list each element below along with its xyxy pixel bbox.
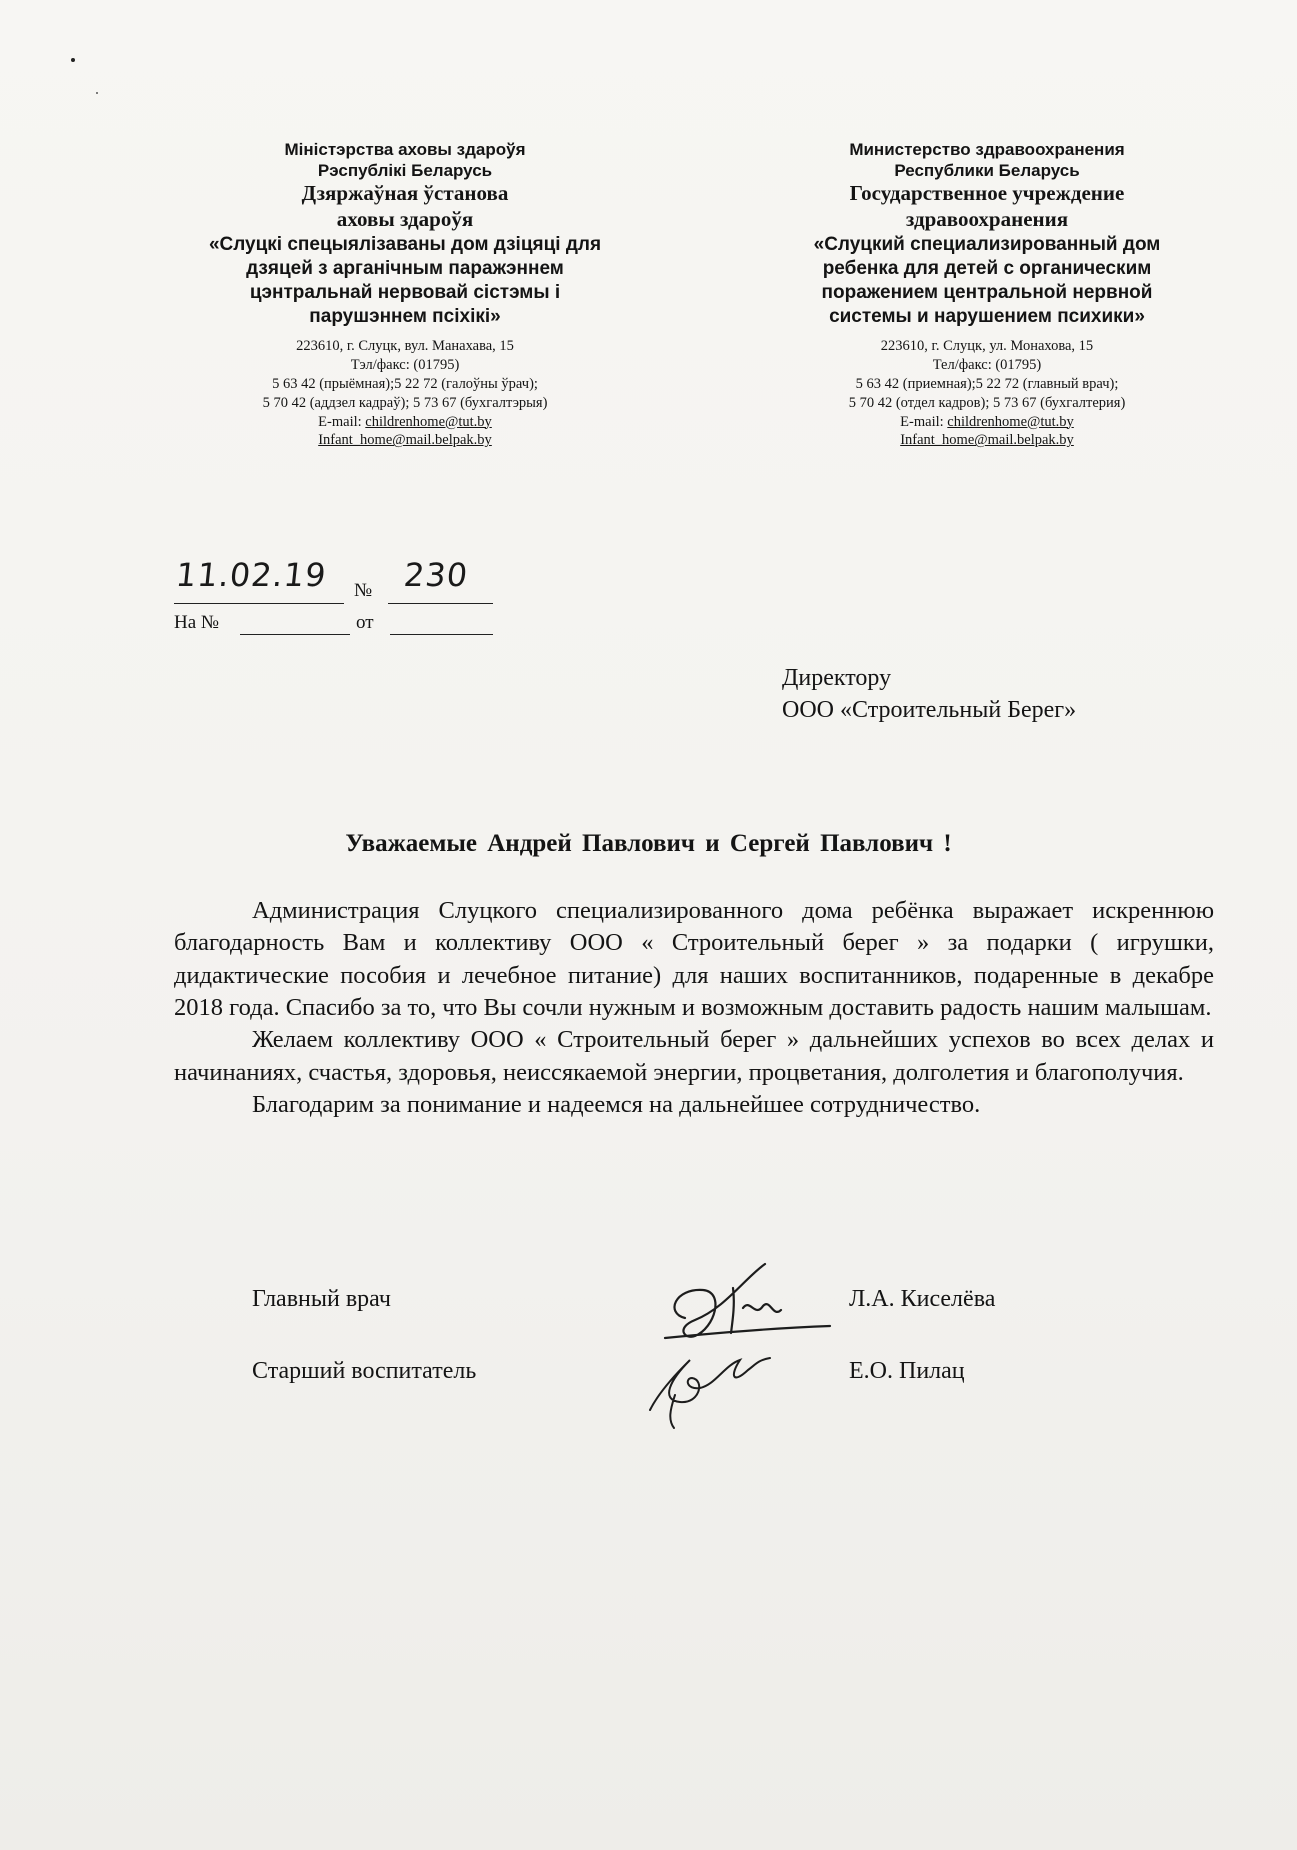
body-paragraph: Желаем коллективу ООО « Строительный берег » дальнейших успехов во всех делах и начинаниях, счастья, здоровья, неиссякаемой энергии, процветания, долголетия и благополучия.	[174, 1026, 1214, 1086]
phone-numbers: 5 70 42 (аддзел кадраў); 5 73 67 (бухгалтэрыя)	[262, 394, 548, 411]
letter-body	[174, 895, 1214, 1121]
email-link[interactable]: childrenhome@tut.by	[947, 413, 1074, 430]
ministry-line: Республики Беларусь	[894, 160, 1080, 180]
handwritten-date: 11.02.19	[174, 556, 329, 594]
phone-numbers: 5 70 42 (отдел кадров); 5 73 67 (бухгалтерия)	[848, 394, 1126, 411]
handwritten-number: 230	[402, 556, 471, 594]
body-paragraph: Администрация Слуцкого специализированного дома ребёнка выражает искреннюю благодарность Вам и коллективу ООО « Строительный берег » за подарки ( игрушки, дидактические пособия и лечебное питание) для наших воспитанников, подаренные в декабре 2018 года. Спасибо за то, что Вы сочли нужным и возможным доставить радость нашим малышам.	[174, 897, 1214, 1021]
institution-line: здравоохранения	[905, 207, 1069, 232]
email-label: E-mail:	[318, 413, 366, 430]
institution-name-line: дзяцей з арганічным паражэннем	[246, 257, 564, 279]
institution-name-line: «Слуцкі спецыялізаваны дом дзіцяці для	[208, 233, 602, 255]
institution-name-line: цэнтральнай нервовай сістэмы і	[249, 281, 561, 303]
signatory-name: Е.О. Пилац	[849, 1358, 965, 1384]
email-line	[742, 413, 1232, 432]
email-link[interactable]: Infant_home@mail.belpak.by	[900, 432, 1074, 449]
email-link[interactable]: childrenhome@tut.by	[365, 413, 492, 430]
institution-name-line: поражением центральной нервной	[821, 281, 1153, 303]
ministry-line: Міністэрства аховы здароўя	[284, 140, 526, 159]
address: 223610, г. Слуцк, ул. Монахова, 15	[880, 338, 1094, 355]
signature-mark-chief-doctor	[655, 1258, 835, 1348]
date-line	[174, 603, 344, 604]
institution-name-line: «Слуцкий специализированный дом	[813, 233, 1161, 255]
contact-block	[160, 337, 650, 450]
contact-block	[742, 337, 1232, 450]
signatory-title: Старший воспитатель	[252, 1358, 477, 1384]
addressee-block	[782, 663, 1076, 726]
paper-speck	[71, 58, 75, 62]
address: 223610, г. Слуцк, вул. Манахава, 15	[296, 338, 514, 355]
addressee-company: ООО «Строительный Берег»	[782, 696, 1077, 723]
phone-numbers: 5 63 42 (прыёмная);5 22 72 (галоўны ўрач);	[272, 375, 538, 392]
number-sign: №	[354, 580, 373, 601]
ministry-line: Министерство здравоохранения	[849, 140, 1125, 159]
institution-name-line: ребенка для детей с органическим	[822, 257, 1152, 279]
letterhead-russian	[742, 140, 1232, 450]
institution-line: аховы здароўя	[336, 207, 474, 232]
institution-line: Дзяржаўная ўстанова	[301, 181, 509, 206]
phone-fax: Тэл/факс: (01795)	[350, 357, 460, 374]
addressee-title: Директору	[782, 665, 892, 691]
email-link[interactable]: Infant_home@mail.belpak.by	[318, 432, 492, 449]
reply-date-line	[390, 634, 493, 635]
institution-name-line: парушэннем псіхікі»	[309, 306, 501, 328]
reply-prefix: На №	[174, 612, 220, 633]
reply-number-line	[240, 634, 350, 635]
phone-fax: Тел/факс: (01795)	[932, 357, 1042, 374]
signature-mark-senior-educator	[630, 1340, 780, 1430]
ministry-line: Рэспублікі Беларусь	[317, 160, 493, 180]
phone-numbers: 5 63 42 (приемная);5 22 72 (главный врач);	[855, 375, 1119, 392]
signatory-name: Л.А. Киселёва	[849, 1286, 996, 1312]
reply-from: от	[356, 612, 374, 633]
institution-name-line: системы и нарушением психики»	[829, 306, 1145, 328]
body-paragraph: Благодарим за понимание и надеемся на дальнейшее сотрудничество.	[252, 1090, 981, 1118]
letterhead-belarusian	[160, 140, 650, 450]
email-label: E-mail:	[900, 413, 948, 430]
institution-line: Государственное учреждение	[849, 181, 1125, 206]
salutation: Уважаемые Андрей Павлович и Сергей Павлович !	[345, 830, 952, 857]
email-line	[160, 413, 650, 432]
number-line	[388, 603, 493, 604]
signatory-title: Главный врач	[252, 1286, 391, 1312]
paper-speck	[96, 92, 98, 94]
